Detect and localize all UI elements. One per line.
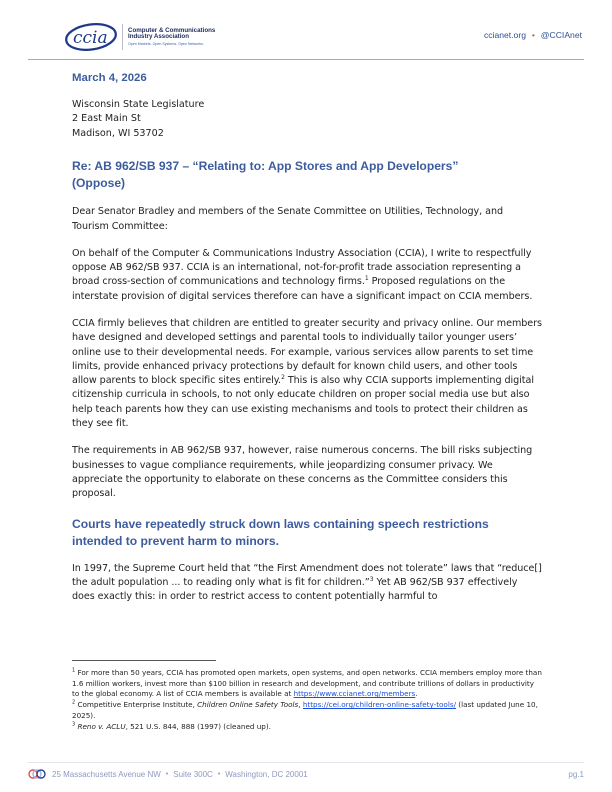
twitter-link[interactable]: @CCIAnet <box>540 30 582 40</box>
footnote-text: . <box>415 689 418 699</box>
address-line: Madison, WI 53702 <box>72 127 164 139</box>
footnote-3 <box>72 722 542 733</box>
footer-suite: Suite 300C <box>173 769 213 779</box>
page-header <box>0 0 612 62</box>
footnotes <box>72 660 542 732</box>
footnote-text: , 521 U.S. 844, 888 (1997) (cleaned up). <box>125 721 271 731</box>
svg-text:ccia: ccia <box>73 28 108 48</box>
subject-line-2: (Oppose) <box>72 176 126 191</box>
separator-dot: • <box>217 770 221 778</box>
header-links <box>484 30 582 40</box>
paragraph-text: This is also why CCIA supports implementing digital citizenship curricula in schools, to not only educate children on proper social media use but also help teach parents how they can use existing mechanisms and tools to protect their children as they see fit. <box>72 375 534 430</box>
letter-date: March 4, 2026 <box>72 72 147 84</box>
footnote-text: (last updated June 10, 2025). <box>72 700 538 720</box>
org-tagline: Open Markets. Open Systems. Open Networks. <box>128 41 204 46</box>
page-number: pg.1 <box>568 769 584 779</box>
paragraph-supreme-court <box>72 562 542 605</box>
footer-rule <box>28 762 584 763</box>
footnote-number: 1 <box>72 667 76 674</box>
footnote-ref-2[interactable]: 2 <box>281 374 285 381</box>
logo-text <box>128 28 215 47</box>
website-link[interactable]: ccianet.org <box>483 30 526 40</box>
footnote-1 <box>72 668 542 700</box>
header-rule <box>28 59 584 60</box>
footnote-ref-3[interactable]: 3 <box>369 575 374 583</box>
recipient-address <box>72 98 542 141</box>
cei-link[interactable]: https://cei.org/children-online-safety-tools/ <box>302 700 456 710</box>
footnote-ref-1[interactable]: 1 <box>364 275 369 283</box>
org-name-line1: Computer & Communications <box>128 26 216 34</box>
footnote-number: 3 <box>72 721 76 728</box>
ccia-members-link[interactable]: https://www.ccianet.org/members <box>293 689 416 699</box>
footer-street: 25 Massachusetts Avenue NW <box>52 769 161 779</box>
paragraph-intro <box>72 247 542 304</box>
salutation: Dear Senator Bradley and members of the Senate Committee on Utilities, Technology, and Tourism Committee: <box>72 206 504 232</box>
paragraph-text: CCIA firmly believes that children are entitled to greater security and privacy online. Our members have designed and developed settings and parental tools to individually tailor younger users’ online use to their developmental needs. For example, various services allow parents to set time limits, provide enhanced privacy protections by default for known child users, and other tools allow parents to block specific sites entirely. <box>72 318 542 387</box>
footnote-number: 2 <box>72 699 76 706</box>
paragraph-child-safety <box>72 317 542 431</box>
logo-divider <box>122 24 123 50</box>
ccia-logo <box>64 20 224 54</box>
paragraph-text: In 1997, the Supreme Court held that “the First Amendment does not tolerate” laws that “reduce[] the adult population ... to reading only what is fit for children.” <box>72 562 542 588</box>
org-name-line2: Industry Association <box>128 33 189 41</box>
subject-line-1: Re: AB 962/SB 937 – “Relating to: App Stores and App Developers” <box>72 159 459 174</box>
footnote-text: , <box>298 700 303 710</box>
address-line: 2 East Main St <box>72 113 141 125</box>
paragraph-text: On behalf of the Computer & Communications Industry Association (CCIA), I write to respectfully oppose AB 962/SB 937. CCIA is an international, not-for-profit trade association representing a broad cross-section of communications and technology firms. <box>72 247 532 288</box>
letter-body <box>72 72 542 604</box>
page-footer <box>28 769 584 779</box>
separator-dot: • <box>165 770 169 778</box>
section-heading: Courts have repeatedly struck down laws containing speech restrictions intended to prevent harm to minors. <box>72 516 489 548</box>
footer-address <box>52 770 308 779</box>
footnote-title: Children Online Safety Tools <box>197 700 299 710</box>
footnote-rule <box>72 660 216 661</box>
paragraph-text: Yet AB 962/SB 937 effectively does exactly this: in order to restrict access to content potentially harmful to <box>72 576 518 603</box>
subject-line <box>72 158 542 192</box>
ccia-rings-icon <box>28 769 46 779</box>
case-name: Reno v. ACLU <box>77 721 126 731</box>
paragraph-text: Proposed regulations on the interstate provision of digital services therefore can have a significant impact on CCIA members. <box>72 276 533 302</box>
footer-city: Washington, DC 20001 <box>225 769 308 779</box>
paragraph-concerns: The requirements in AB 962/SB 937, however, raise numerous concerns. The bill risks subjecting businesses to vague compliance requirements, while jeopardizing consumer privacy. We appreciate the opportunity to elaborate on these concerns as the Committee considers this proposal. <box>72 445 533 500</box>
separator-dot: • <box>531 30 535 40</box>
ccia-logo-mark-icon <box>64 22 118 52</box>
footnote-text: Competitive Enterprise Institute, <box>75 700 198 710</box>
address-line: Wisconsin State Legislature <box>72 99 205 110</box>
footnote-text: For more than 50 years, CCIA has promoted open markets, open systems, and open networks. CCIA members employ more than 1.6 million workers, invest more than $100 billion in research and development, and contribute trillions of dollars in productivity to the global economy. A list of CCIA members is available at <box>72 668 542 699</box>
footnote-2 <box>72 700 542 721</box>
